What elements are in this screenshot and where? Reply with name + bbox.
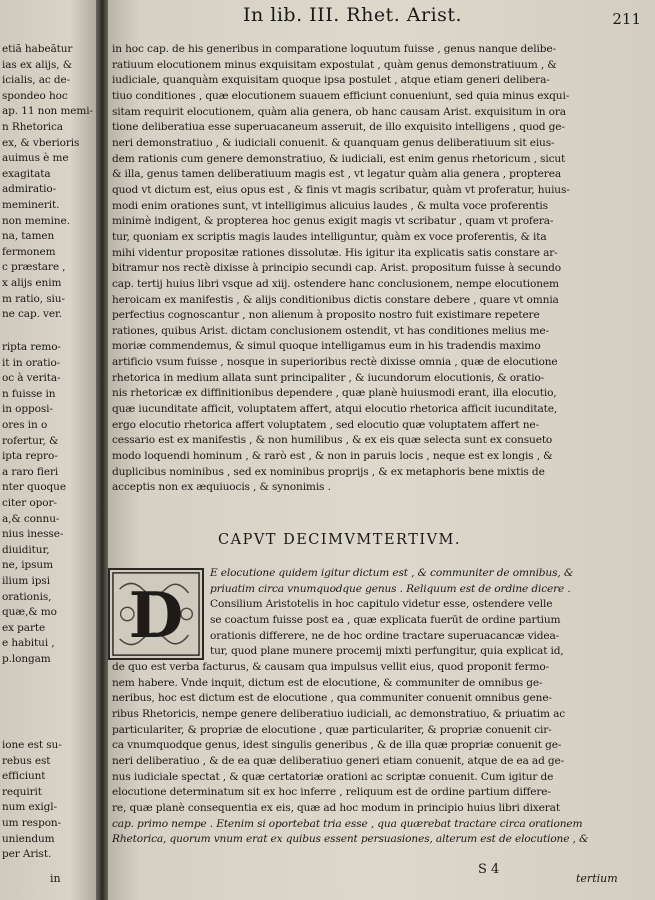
text-line: orationis, [2,590,52,603]
text-line: ribus Rhetoricis, nempe genere deliberatiuo iudiciali, ac demonstratiuo, & priuatim ac [112,707,566,720]
text-line: elocutione determinatum sit ex hoc inferre , reliquum est de ordine partium differe- [112,786,551,799]
text-line: quæ,& mo [2,606,57,619]
text-line: cap. tertij huius libri vsque ad xiij. ostendere hanc conclusionem, nempe elocutionem [112,277,559,290]
text-line: nter quoque [2,481,66,494]
text-line: in opposi- [2,403,53,416]
text-line: rhetorica in medium allata sunt principaliter , & iucundorum elocutionis, & oratio- [112,371,545,384]
text-line: c præstare , [2,261,66,274]
text-line: a raro fieri [2,465,59,478]
text-line: tur, quod plane munere procemij mixti perfungitur, quia explicat id, [210,645,564,658]
text-line: orationis differere, ne de hoc ordine tractare superuacancæ videa- [210,629,560,642]
text-line: rationes, quibus Arist. dictam conclusionem ostendit, vt has conditiones melius me- [112,324,549,337]
text-line: heroicam ex manifestis , & alijs conditionibus dictis constare debere , quare vt omnia [112,293,559,306]
text-line: nius inesse- [2,528,64,541]
text-line: de quo est verba facturus, & causam qua impulsus vellit eius, quod proponit fermo- [112,660,550,673]
text-line: ap. 11 non memi- [2,105,93,118]
text-line: modi enim orationes sunt, vt intelligimus alicuius laudes , & multa voce proferentis [112,199,548,212]
text-line: nem habere. Vnde inquit, dictum est de elocutione, & communiter de omnibus ge- [112,676,543,689]
text-line: p.longam [2,652,51,665]
signature-mark: S 4 [478,862,500,877]
left-catchword: in [50,872,61,885]
text-line: priuatim circa vnumquodque genus . Reliquum est de ordine dicere . [210,582,571,595]
text-line: na, tamen [2,230,55,243]
text-line: modo loquendi hominum , & rarò est , & non in paruis locis , neque est ex longis , & [112,450,553,463]
text-line: nus iudiciale spectat , & quæ certatoriæ orationi ac scriptæ conuenit. Cum igitur de [112,770,554,783]
text-line: cessario est ex manifestis , & non humilibus , & ex eis quæ selecta sunt ex consueto [112,434,553,447]
text-line: diuiditur, [2,543,50,556]
text-line: ex, & vberioris [2,136,80,149]
chapter-text [112,566,617,848]
text-line: per Arist. [2,848,52,861]
text-line: efficiunt [2,770,46,783]
text-line: acceptis non ex æquiuocis , & synonimis . [112,481,331,494]
text-line: um respon- [2,816,62,829]
text-line: quæ iucunditate afficit, voluptatem affert, atqui elocutio rhetorica afficit iucunditate, [112,403,558,416]
text-line: iudiciale, quanquàm exquisitam quoque ipsa postulet , atque etiam generi delibera- [112,74,550,87]
text-line: dem rationis cum genere demonstratiuo, & iudiciali, est enim genus rhetoricum , sicut [112,152,566,165]
text-line: ex parte [2,621,46,634]
text-line: n fuisse in [2,387,56,400]
left-page-text-bottom [0,738,62,863]
text-line: perfectius cognoscantur , non alienum à proposito nostro fuit existimare repetere [112,309,540,322]
text-line: ergo elocutio rhetorica affert voluptatem , sed elocutio quæ voluptatem affert ne- [112,418,539,431]
running-title: In lib. III. Rhet. Arist. [243,4,463,26]
text-line: ratiuum elocutionem minus exquisitam expostulat , quàm genus demonstratiuum , & [112,58,557,71]
text-line: neri demonstratiuo , & iudiciali conuenit. & quanquam genus deliberatiuum sit eius- [112,136,555,149]
text-line: a,& connu- [2,512,60,525]
text-line: ilium ipsi [2,574,50,587]
right-page [108,0,655,900]
text-line: sitam requirit elocutionem, quàm alia genera, ob hanc causam Arist. exquisitum in ora [112,105,566,118]
text-line: n Rhetorica [2,120,63,133]
text-line: mihi videntur propositæ rationes dissolutæ. His igitur ita explicatis satis constare ar- [112,246,558,259]
text-line: oc à verita- [2,372,61,385]
text-line: requirit [2,785,42,798]
text-line: auimus è me [2,152,69,165]
left-page [0,0,100,900]
left-page-text-top [0,42,93,323]
text-line: e habitui , [2,637,55,650]
initial-letter: D [128,577,184,652]
text-line: spondeo hoc [2,89,68,102]
text-line: admiratio- [2,183,57,196]
text-line: ione est su- [2,739,62,751]
text-line: neri deliberatiuo , & de ea quæ deliberatiuo generi etiam conuenit, atque de ea ad ge- [112,754,565,767]
text-line: num exigl- [2,801,57,814]
text-line: artificio vsum fuisse , nosque in superioribus rectè dixisse omnia , quæ de elocutione [112,356,558,369]
text-line: tiuo conditiones , quæ elocutionem suauem efficiunt conueniunt, sed quia minus exqui- [112,89,570,102]
body-text [112,42,617,496]
text-line: bitramur nos rectè dixisse à principio secundi cap. Arist. propositum fuisse à secundo [112,262,561,275]
text-line: Consilium Aristotelis in hoc capitulo videtur esse, ostendere velle [210,598,553,611]
text-line: x alijs enim [2,276,62,289]
catchword: tertium [576,872,618,885]
text-line: non memine. [2,214,70,227]
text-line: moriæ commendemus, & simul quoque intelligamus eum in his tradendis maximo [112,340,541,353]
text-line: fermonem [2,245,56,258]
text-line: ne, ipsum [2,559,53,572]
text-line: m ratio, siu- [2,292,65,305]
text-line: ca vnumquodque genus, idest singulis generibus , & de illa quæ propriæ conuenit ge- [112,739,562,752]
text-line: rofertur, & [2,434,59,447]
text-line: rebus est [2,754,51,767]
text-line: uniendum [2,832,55,845]
text-line: ores in o [2,418,48,431]
text-line: E elocutione quidem igitur dictum est , & communiter de omnibus, & [210,567,574,579]
text-line: in hoc cap. de his generibus in comparatione loquutum fuisse , genus nanque delibe- [112,43,556,55]
text-line: tione deliberatiua esse superuacaneum asseruit, de illo exquisito intelligens , quod ge- [112,121,565,134]
left-page-text-middle [0,340,66,667]
text-line: cap. primo nempe . Etenim si oportebat tria esse , qua quærebat tractare circa orationem [112,817,583,830]
text-line: neribus, hoc est dictum est de elocutione , qua communiter conuenit omnibus gene- [112,692,552,705]
text-line: Rhetorica, quorum vnum erat ex quibus essent persuasiones, alterum est de elocutione , & [112,833,589,846]
text-line: re, quæ planè consequentia ex eis, quæ ad hoc modum in principio huius libri dixerat [112,801,560,814]
text-line: minimè indigent, & propterea hoc genus exigit magis vt scribatur , quam vt profera- [112,215,554,228]
text-line: particulariter, & propriæ de elocutione , quæ particulariter, & propriæ conuenit cir- [112,723,552,736]
text-line: duplicibus nominibus , sed ex nominibus proprijs , & ex metaphoris bene mixtis de [112,465,545,478]
text-line: ripta remo- [2,341,61,353]
text-line: exagitata [2,167,51,180]
text-line: ias ex alijs, & [2,58,72,71]
text-line: ne cap. ver. [2,308,63,321]
chapter-heading: CAPVT DECIMVMTERTIVM. [218,532,462,548]
text-line: ipta repro- [2,450,58,463]
text-line: it in oratio- [2,356,61,369]
text-line: nis rhetoricæ ex diffinitionibus dependere , quæ planè huiusmodi erant, illa elocutio, [112,387,557,400]
text-line: se coactum fuisse post ea , quæ explicata fuerūt de ordine partium [210,613,561,626]
text-line: tur, quoniam ex scriptis magis laudes intelliguntur, quàm ex voce proferentis, & ita [112,230,547,243]
text-line: quod vt dictum est, eius opus est , & finis vt magis scribatur, quàm vt proferatur, huius- [112,183,570,196]
text-line: & illa, genus tamen deliberatiuum magis est , vt legatur quàm alia genera , propterea [112,168,561,181]
page-number: 211 [612,10,641,28]
text-line: icialis, ac de- [2,74,71,87]
text-line: citer opor- [2,496,57,509]
text-line: meminerit. [2,198,60,211]
text-line: etiã habeãtur [2,43,73,55]
